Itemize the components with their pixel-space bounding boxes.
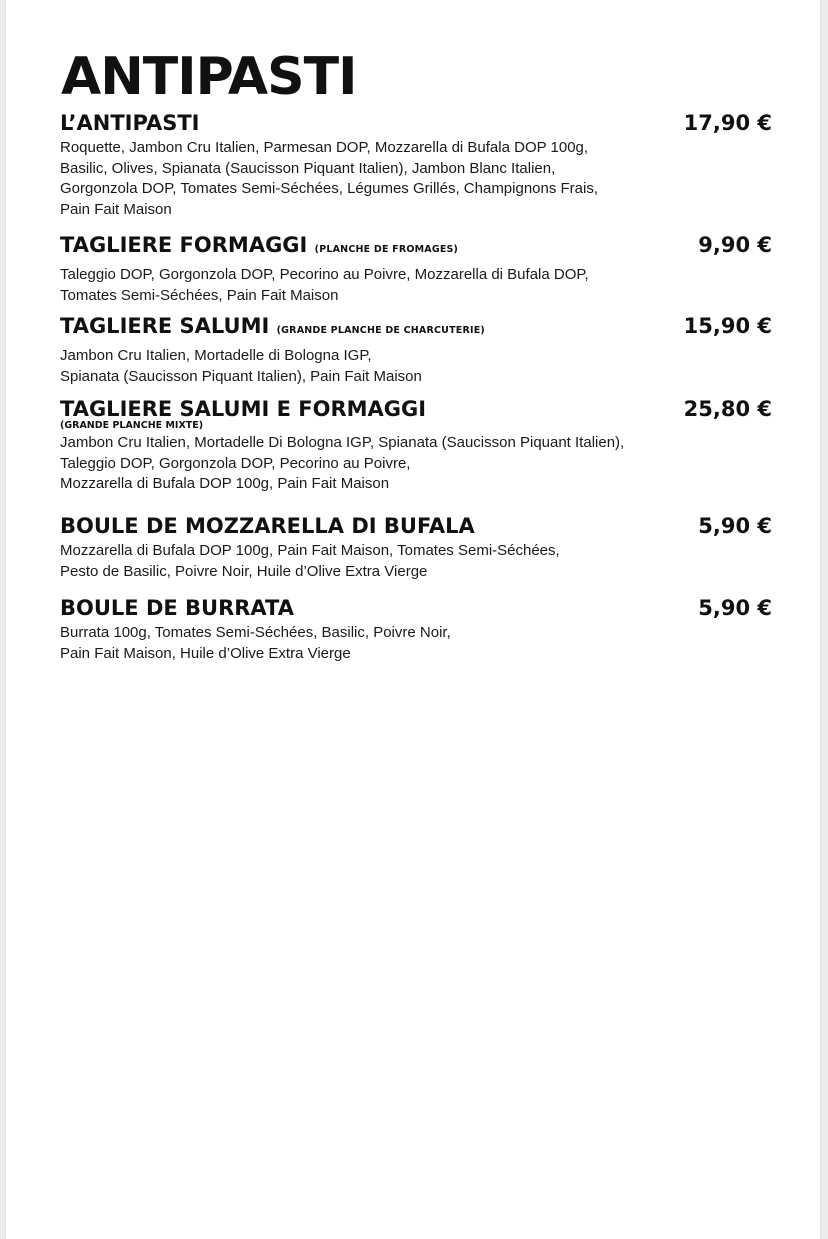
description-line: Roquette, Jambon Cru Italien, Parmesan DOP, Mozzarella di Bufala DOP 100g,: [60, 139, 589, 156]
description-line: Taleggio DOP, Gorgonzola DOP, Pecorino au Poivre,: [60, 454, 411, 472]
menu-item: [60, 313, 772, 387]
description-line: Jambon Cru Italien, Mortadelle Di Bologna IGP, Spianata (Saucisson Piquant Italien),: [60, 434, 625, 451]
item-name: [60, 110, 772, 136]
item-description: [60, 346, 700, 387]
menu-item: [60, 232, 772, 306]
item-description: [60, 138, 700, 220]
item-name-text: TAGLIERE SALUMI: [60, 314, 270, 338]
menu-item: [60, 595, 772, 664]
item-price: 17,90 €: [683, 111, 772, 135]
item-description: [60, 541, 700, 582]
item-description: [60, 623, 700, 664]
description-line: Tomates Semi-Séchées, Pain Fait Maison: [60, 286, 339, 304]
description-line: Mozzarella di Bufala DOP 100g, Pain Fait Maison, Tomates Semi-Séchées,: [60, 542, 560, 559]
item-note: (GRANDE PLANCHE MIXTE): [60, 420, 204, 431]
item-name-text: TAGLIERE SALUMI E FORMAGGI: [60, 397, 427, 421]
item-name: [60, 232, 772, 263]
description-line: Burrata 100g, Tomates Semi-Séchées, Basilic, Poivre Noir,: [60, 624, 451, 641]
description-line: Jambon Cru Italien, Mortadelle di Bologna IGP,: [60, 347, 372, 364]
item-price: 5,90 €: [698, 596, 772, 620]
item-name: [60, 513, 772, 539]
section-title: ANTIPASTI: [61, 47, 357, 107]
item-name-text: BOULE DE BURRATA: [60, 596, 295, 620]
item-price: 9,90 €: [698, 233, 772, 257]
item-description: [60, 433, 700, 495]
menu-item: [60, 110, 772, 220]
item-price: 5,90 €: [698, 514, 772, 538]
description-line: Pain Fait Maison, Huile d’Olive Extra Vierge: [60, 644, 351, 662]
item-description: [60, 265, 700, 306]
item-name: [60, 396, 772, 422]
description-line: Taleggio DOP, Gorgonzola DOP, Pecorino au Poivre, Mozzarella di Bufala DOP,: [60, 266, 589, 283]
menu-item: [60, 396, 772, 495]
description-line: Gorgonzola DOP, Tomates Semi-Séchées, Légumes Grillés, Champignons Frais,: [60, 180, 599, 197]
description-line: Pain Fait Maison: [60, 200, 172, 218]
item-name: [60, 313, 772, 344]
description-line: Pesto de Basilic, Poivre Noir, Huile d’Olive Extra Vierge: [60, 562, 428, 580]
item-name-text: BOULE DE MOZZARELLA DI BUFALA: [60, 514, 475, 538]
description-line: Mozzarella di Bufala DOP 100g, Pain Fait Maison: [60, 475, 390, 492]
item-name-text: L’ANTIPASTI: [60, 111, 200, 135]
description-line: Spianata (Saucisson Piquant Italien), Pain Fait Maison: [60, 367, 422, 385]
item-note: (GRANDE PLANCHE DE CHARCUTERIE): [276, 325, 485, 336]
description-line: Basilic, Olives, Spianata (Saucisson Piquant Italien), Jambon Blanc Italien,: [60, 159, 556, 177]
menu-item: [60, 513, 772, 582]
item-note: (PLANCHE DE FROMAGES): [314, 244, 459, 255]
menu-page: [6, 0, 820, 1239]
item-name: [60, 595, 772, 621]
item-price: 15,90 €: [683, 314, 772, 338]
item-price: 25,80 €: [683, 397, 772, 421]
item-name-text: TAGLIERE FORMAGGI: [60, 233, 308, 257]
